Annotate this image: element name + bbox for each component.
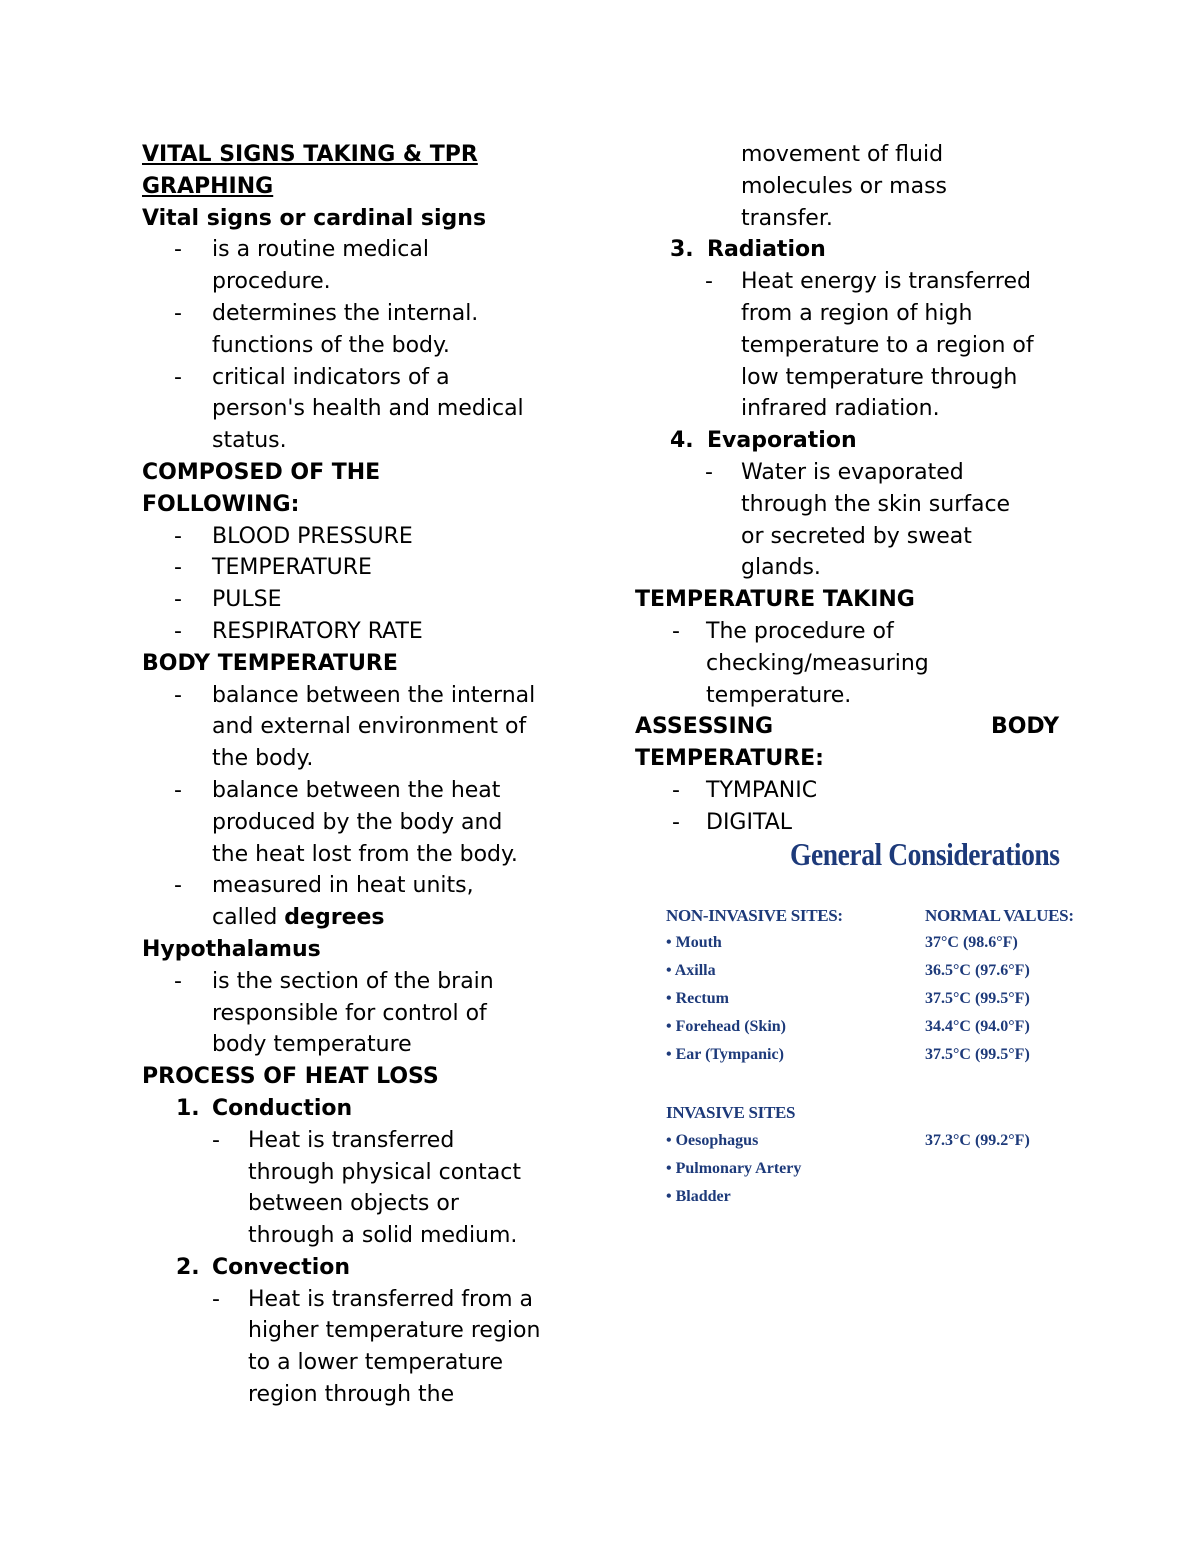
assessing-item [635,807,1059,839]
convection-heading [142,1252,565,1284]
convection-line-4: region through the [248,1382,455,1408]
site-label: • Axilla [666,962,716,979]
body-temp-item-1-line-3: the body. [212,746,314,772]
vital-item-3-line-2: person's health and medical [212,396,524,422]
convection-item [142,1284,565,1411]
hypothalamus-line-2: responsible for control of [212,1000,487,1026]
invasive-header: INVASIVE SITES [666,1103,796,1122]
body-temperature-heading: BODY TEMPERATURE [142,650,398,676]
dash-bullet: - [174,237,182,263]
conduction-number: 1. [176,1095,200,1121]
site-label: • Ear (Tympanic) [666,1046,784,1063]
evaporation-line-2: through the skin surface [741,491,1011,517]
dash-bullet: - [174,777,182,803]
vital-item-3-line-3: status. [212,428,287,454]
body-word: BODY [990,714,1059,740]
radiation-line-5: infrared radiation. [741,396,940,422]
composed-heading-line-2: FOLLOWING: [142,491,300,517]
evaporation-line-4: glands. [741,555,821,581]
noninvasive-header: NON-INVASIVE SITES: [666,906,843,925]
convection-number: 2. [176,1254,200,1280]
vital-item-2-line-1: determines the internal. [212,300,479,326]
dash-bullet: - [174,587,182,613]
dash-bullet: - [174,682,182,708]
dash-bullet: - [174,618,182,644]
dash-bullet: - [174,364,182,390]
evaporation-line-1: Water is evaporated [741,459,964,485]
dash-bullet: - [672,809,680,835]
vital-item-1 [142,234,565,298]
convection-cont-line-1: movement of fluid [741,142,944,167]
conduction-item [142,1125,565,1252]
temp-taking-line-2: checking/measuring [706,650,929,676]
evaporation-label: Evaporation [707,428,857,454]
conduction-line-4: through a solid medium. [248,1223,518,1249]
composed-item-label: PULSE [212,587,282,613]
dash-bullet: - [212,1286,220,1312]
normal-values-header: NORMAL VALUES: [925,906,1074,925]
site-value: 37.5°C (99.5°F) [925,990,1030,1007]
hypothalamus-item [142,966,565,1061]
composed-item [142,552,565,584]
radiation-item [635,266,1059,425]
body-temp-item-1 [142,680,565,775]
evaporation-item [635,457,1059,584]
radiation-line-1: Heat energy is transferred [741,269,1031,295]
dash-bullet: - [212,1127,220,1153]
composed-item [142,616,565,648]
convection-continued [741,139,1059,234]
assessing-word: ASSESSING [635,714,774,740]
convection-label: Convection [212,1254,351,1280]
dash-bullet: - [672,618,680,644]
temperature-taking-heading: TEMPERATURE TAKING [635,587,915,613]
composed-heading-line-1: COMPOSED OF THE [142,459,381,485]
site-label: • Rectum [666,990,729,1007]
radiation-heading [635,234,1059,266]
body-temp-item-2-line-1: balance between the heat [212,777,501,803]
site-value: 37°C (98.6°F) [925,934,1018,951]
vital-item-1-line-1: is a routine medical [212,237,429,263]
site-value: 36.5°C (97.6°F) [925,962,1030,979]
conduction-heading [142,1093,565,1125]
vital-item-3 [142,362,565,457]
radiation-line-4: low temperature through [741,364,1018,390]
convection-cont-line-2: molecules or mass [741,173,948,199]
body-temp-item-2-line-3: the heat lost from the body. [212,841,518,867]
radiation-label: Radiation [707,237,826,263]
hypothalamus-line-1: is the section of the brain [212,968,494,994]
dash-bullet: - [705,459,713,485]
assessing-item-label: TYMPANIC [706,777,818,803]
convection-line-2: higher temperature region [248,1318,541,1344]
convection-line-3: to a lower temperature [248,1350,503,1376]
temp-taking-line-1: The procedure of [706,618,894,644]
site-label: • Oesophagus [666,1132,759,1149]
convection-cont-line-3: transfer. [741,205,833,231]
conduction-label: Conduction [212,1095,353,1121]
site-label: • Pulmonary Artery [666,1160,802,1177]
temperature-taking-item [635,616,1059,711]
dash-bullet: - [174,523,182,549]
site-value: 37.3°C (99.2°F) [925,1132,1030,1149]
vital-item-2-line-2: functions of the body. [212,332,450,358]
general-considerations-figure [660,836,1074,1216]
body-temp-item-3 [142,870,565,934]
body-temp-item-1-line-2: and external environment of [212,714,527,740]
dash-bullet: - [174,873,182,899]
site-label: • Mouth [666,934,722,951]
measured-line-1: measured in heat units, [212,873,474,899]
composed-item [142,584,565,616]
composed-item-label: RESPIRATORY RATE [212,618,423,644]
conduction-line-1: Heat is transferred [248,1127,455,1153]
assessing-item-label: DIGITAL [706,809,793,835]
dash-bullet: - [174,968,182,994]
site-label: • Bladder [666,1188,731,1205]
site-value: 34.4°C (94.0°F) [925,1018,1030,1035]
composed-item [142,521,565,553]
degrees-term: degrees [284,905,385,931]
vital-item-1-line-2: procedure. [212,269,331,295]
radiation-line-2: from a region of high [741,300,973,326]
document-title-line-2: GRAPHING [142,173,274,199]
site-value: 37.5°C (99.5°F) [925,1046,1030,1063]
assessing-heading-line-1 [635,711,1059,743]
radiation-number: 3. [670,237,694,263]
vital-item-3-line-1: critical indicators of a [212,364,450,390]
vital-signs-heading: Vital signs or cardinal signs [142,205,487,231]
body-temp-item-2-line-2: produced by the body and [212,809,503,835]
evaporation-number: 4. [670,428,694,454]
convection-line-1: Heat is transferred from a [248,1286,533,1312]
temp-taking-line-3: temperature. [706,682,852,708]
right-column [635,139,1059,839]
composed-item-label: BLOOD PRESSURE [212,523,413,549]
measured-line-2 [212,902,565,934]
figure-title: General Considerations [790,836,1060,872]
evaporation-line-3: or secreted by sweat [741,523,972,549]
dash-bullet: - [705,269,713,295]
body-temp-item-1-line-1: balance between the internal [212,682,536,708]
assessing-item [635,775,1059,807]
evaporation-heading [635,425,1059,457]
left-column [142,139,565,1411]
body-temp-item-2 [142,775,565,870]
measured-prefix: called [212,905,285,931]
process-heat-loss-heading: PROCESS OF HEAT LOSS [142,1064,439,1090]
dash-bullet: - [174,555,182,581]
conduction-line-2: through physical contact [248,1159,521,1185]
assessing-heading-line-2: TEMPERATURE: [635,746,824,772]
radiation-line-3: temperature to a region of [741,332,1034,358]
hypothalamus-line-3: body temperature [212,1032,412,1058]
composed-item-label: TEMPERATURE [212,555,372,581]
dash-bullet: - [672,777,680,803]
hypothalamus-heading: Hypothalamus [142,936,321,962]
document-title-line-1: VITAL SIGNS TAKING & TPR [142,142,478,167]
conduction-line-3: between objects or [248,1191,459,1217]
dash-bullet: - [174,300,182,326]
vital-item-2 [142,298,565,362]
site-label: • Forehead (Skin) [666,1018,786,1035]
